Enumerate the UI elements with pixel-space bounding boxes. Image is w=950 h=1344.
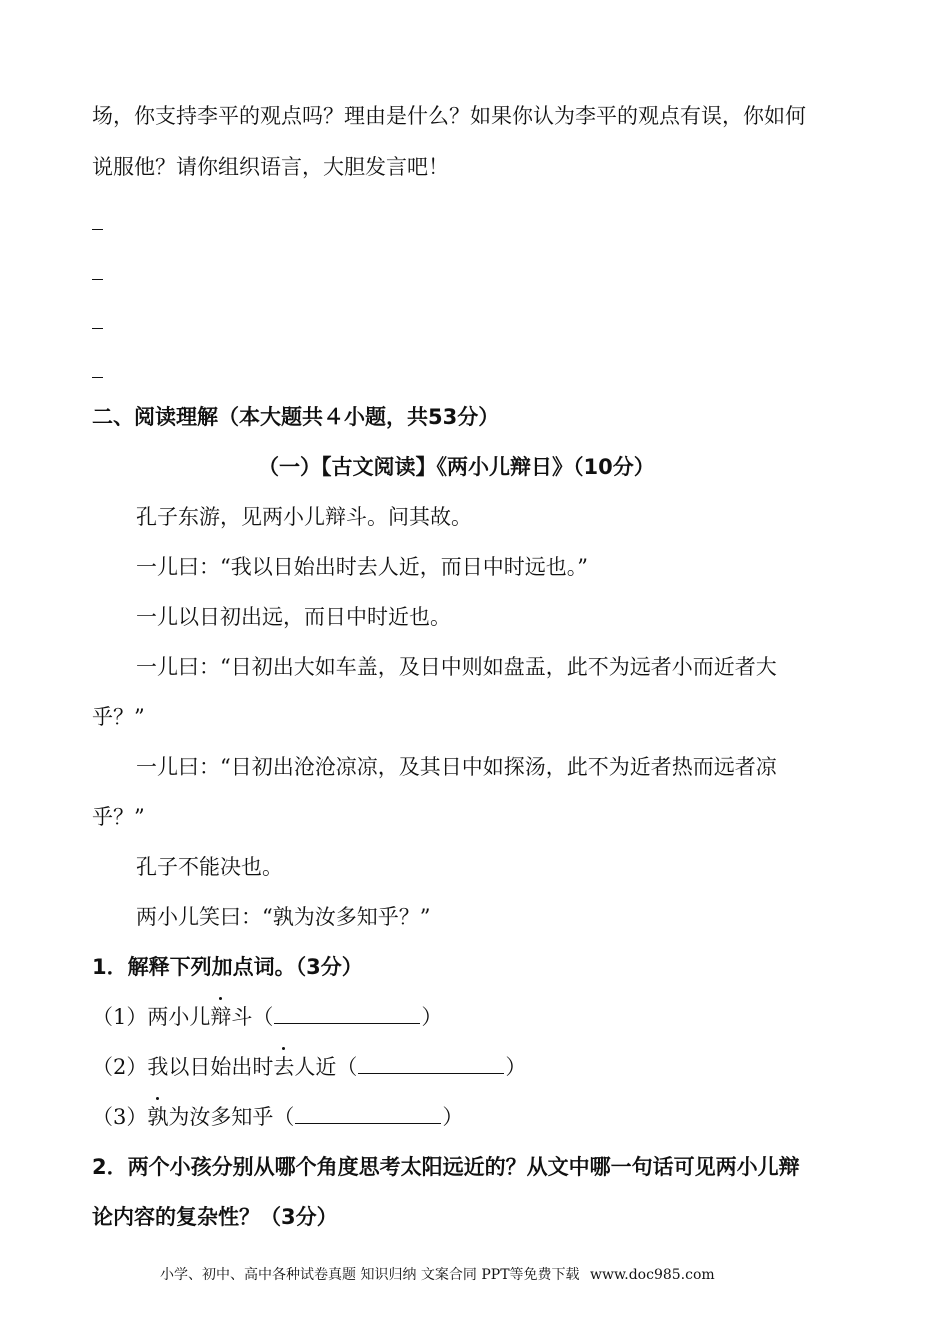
item-text: 为汝多知乎（ [168,1105,295,1129]
emphasis-dotted-word: 辩 [210,1005,232,1029]
passage-paragraph-cont: 乎？” [92,805,145,829]
answer-blank[interactable] [274,1003,420,1024]
intro-line-2: 说服他？请你组织语言，大胆发言吧！ [92,155,449,179]
answer-blank-line [92,279,103,280]
passage-paragraph: 孔子不能决也。 [136,855,283,879]
item-text: 斗（ [231,1005,274,1029]
answer-blank-line [92,328,103,329]
footer-text: 小学、初中、高中各种试卷真题 知识归纳 文案合同 PPT等免费下载 [160,1267,580,1283]
emphasis-dotted-word: 去 [273,1055,295,1079]
item-close: ） [505,1055,527,1079]
question-1-item [92,1003,442,1031]
item-close: ） [421,1005,443,1029]
passage-paragraph-cont: 乎？” [92,705,145,729]
emphasis-dotted-word: 孰 [147,1105,169,1129]
passage-paragraph: 两小儿笑曰：“孰为汝多知乎？” [136,905,431,929]
answer-blank-line [92,229,103,230]
passage-paragraph: 孔子东游，见两小儿辩斗。问其故。 [136,505,472,529]
page-footer [160,1265,721,1285]
section-heading: 二、阅读理解（本大题共４小题，共53分） [92,405,500,429]
answer-blank[interactable] [295,1103,441,1124]
passage-subheading: （一）【古文阅读】《两小儿辩日》（10分） [258,455,655,479]
item-text: 两小儿 [147,1005,211,1029]
passage-paragraph: 一儿以日初出远，而日中时近也。 [136,605,451,629]
item-text: 我以日始出时 [147,1055,274,1079]
question-2-line-2: 论内容的复杂性？（3分） [92,1205,338,1229]
passage-paragraph: 一儿曰：“我以日始出时去人近，而日中时远也。” [136,555,588,579]
footer-url[interactable]: www.doc985.com [589,1267,715,1283]
item-number: （1） [92,1005,148,1029]
question-1-item [92,1103,463,1131]
item-number: （2） [92,1055,148,1079]
question-1-item [92,1053,526,1081]
item-close: ） [442,1105,464,1129]
answer-blank[interactable] [358,1053,504,1074]
item-number: （3） [92,1105,148,1129]
passage-paragraph: 一儿曰：“日初出沧沧凉凉，及其日中如探汤，此不为近者热而远者凉 [136,755,777,779]
item-text: 人近（ [294,1055,358,1079]
passage-paragraph: 一儿曰：“日初出大如车盖，及日中则如盘盂，此不为远者小而近者大 [136,655,777,679]
answer-blank-line [92,377,103,378]
question-1-title: 1．解释下列加点词。（3分） [92,955,363,979]
intro-line-1: 场，你支持李平的观点吗？理由是什么？如果你认为李平的观点有误，你如何 [92,104,806,128]
question-2-line-1: 2．两个小孩分别从哪个角度思考太阳远近的？从文中哪一句话可见两小儿辩 [92,1155,800,1179]
